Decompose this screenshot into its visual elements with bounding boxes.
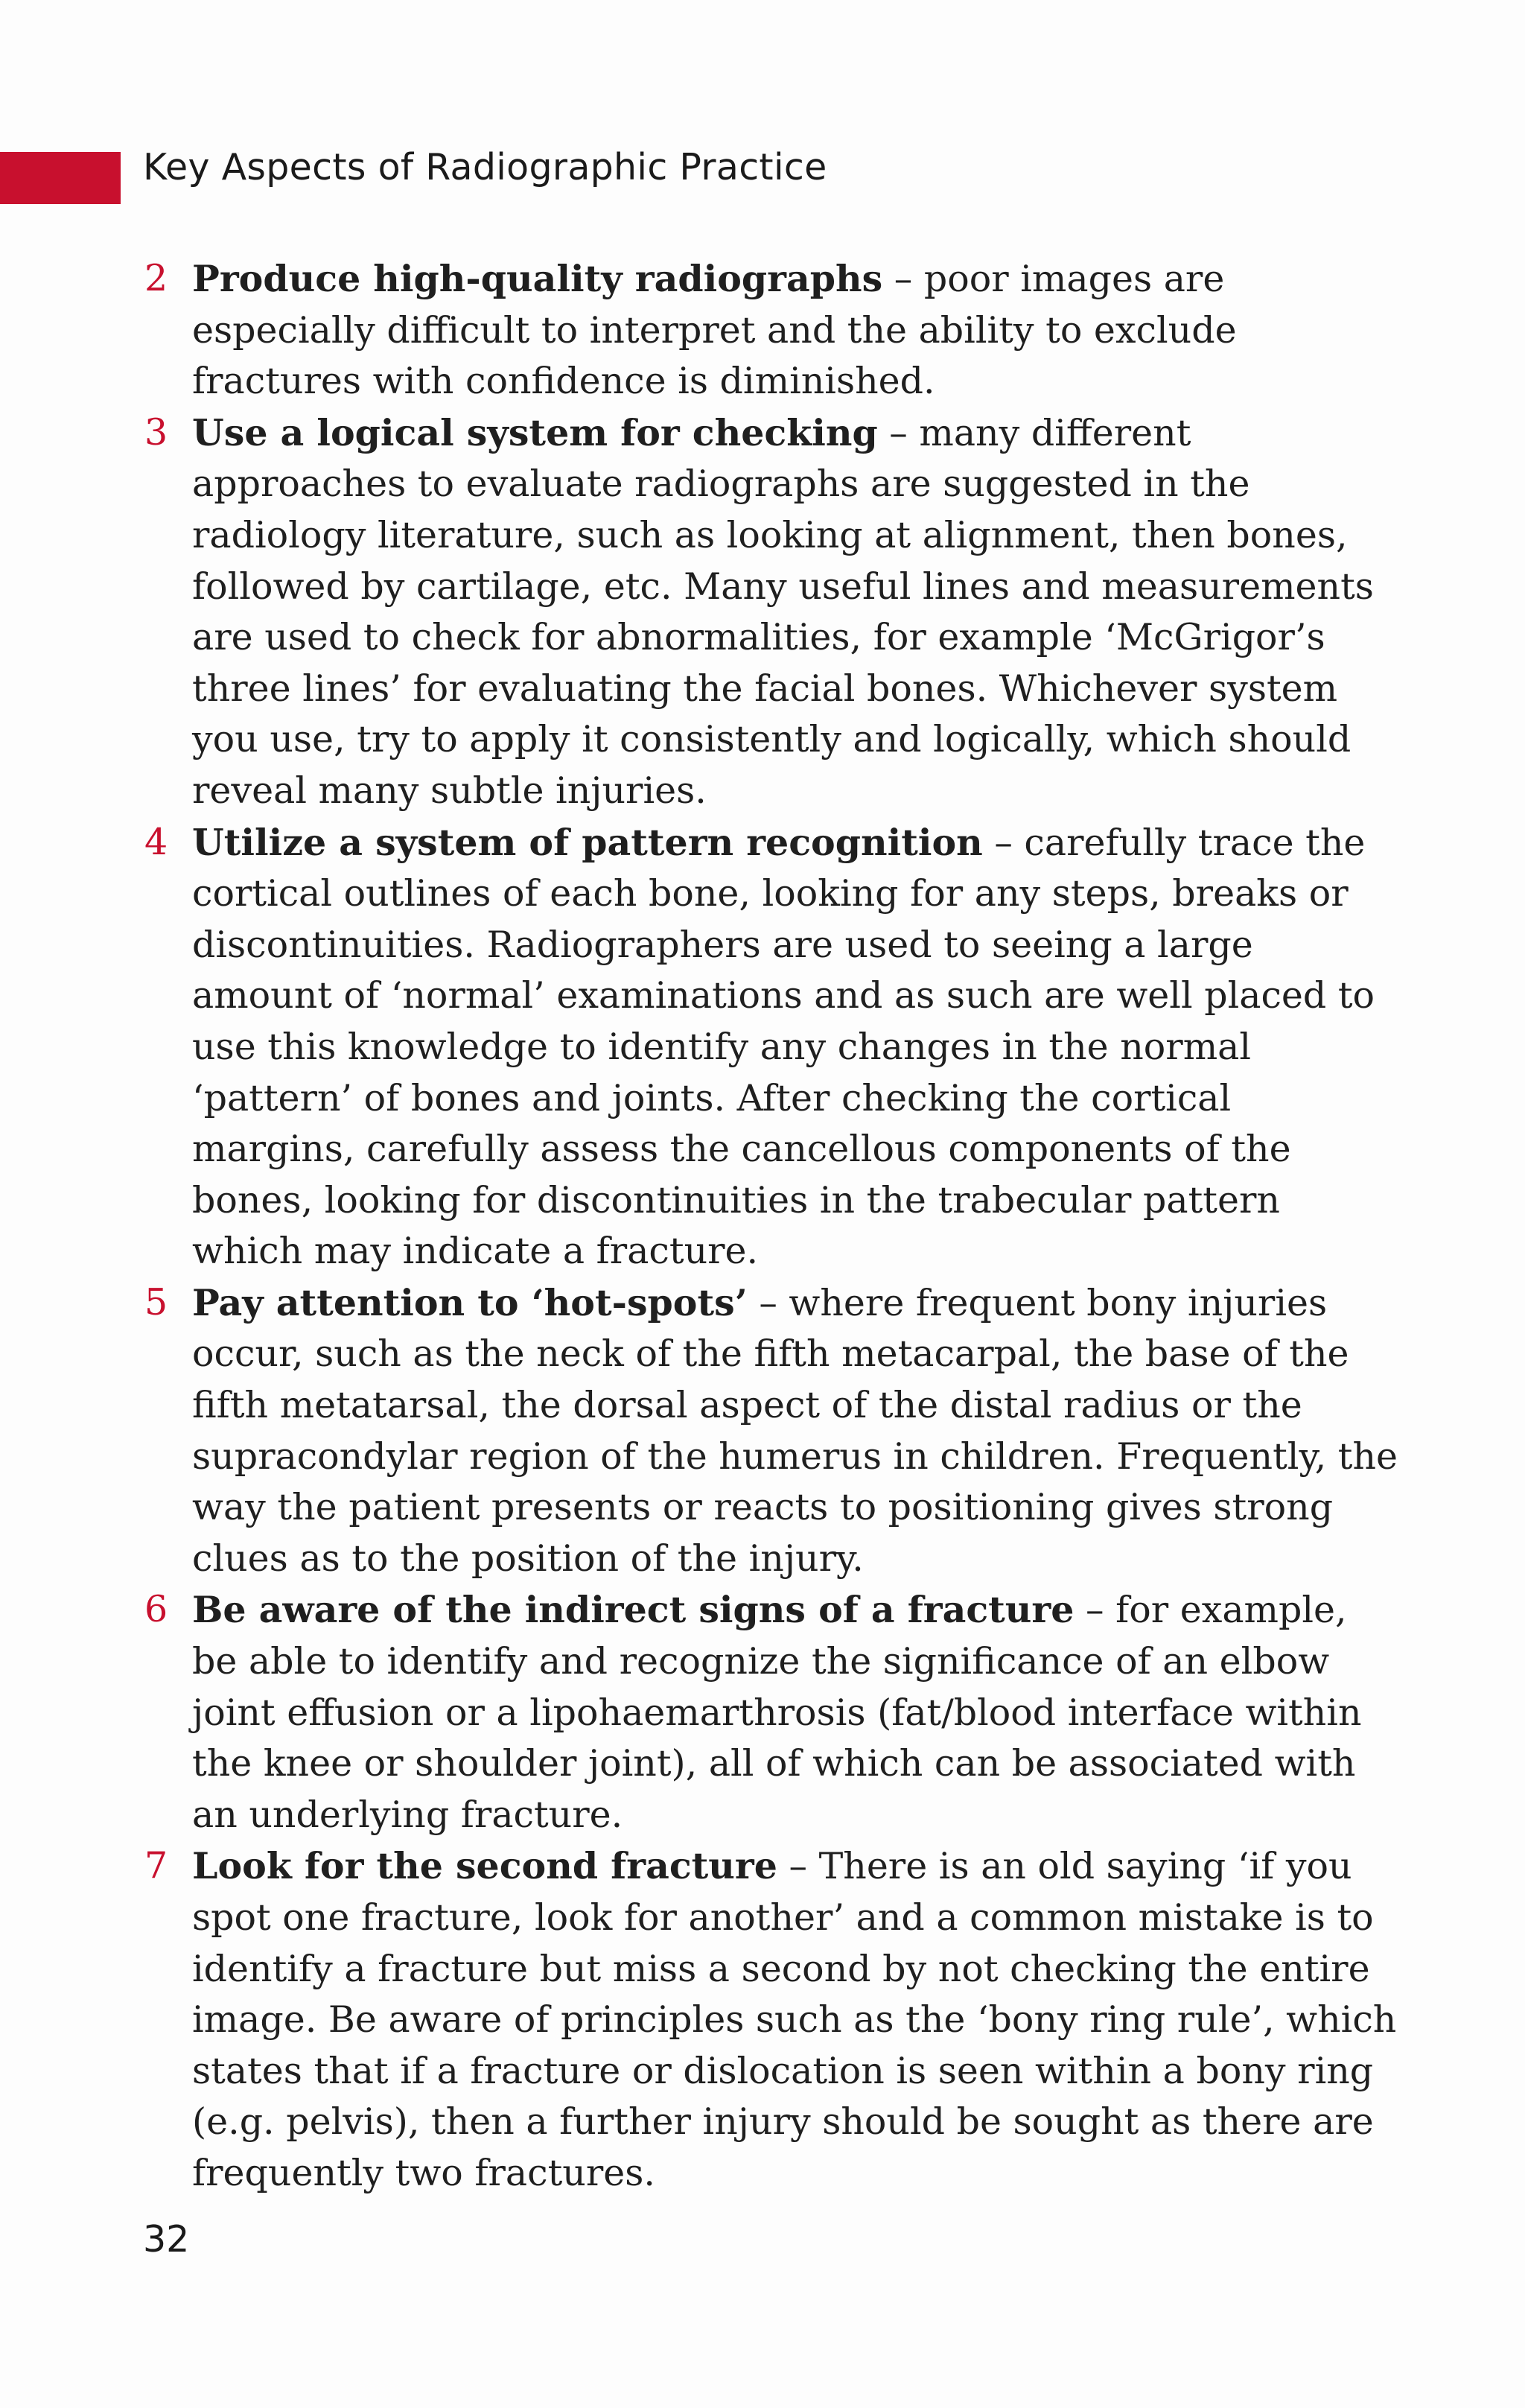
list-item-title: Use a logical system for checking	[192, 410, 878, 454]
list-item-text: – for example, be able to identify and recognize the significance of an elbow joint effusion or a lipohaemarthrosis (fat/blood interface within the knee or shoulder joint), all of which can be associated with an underlying fracture.	[192, 1589, 1362, 1836]
list-item-number: 4	[144, 820, 168, 863]
list-item	[143, 817, 1401, 1277]
list-item-number: 2	[144, 257, 168, 299]
page-number: 32	[143, 2218, 190, 2261]
list-item-text: – poor images are especially difficult to interpret and the ability to exclude fractures with confidence is diminished.	[192, 258, 1237, 403]
list-item-text: – many different approaches to evaluate radiographs are suggested in the radiology literature, such as looking at alignment, then bones, followed by cartilage, etc. Many useful lines and measurements are used to check for abnormalities, for example ‘McGrigor’s three lines’ for evaluating the facial bones. Whichever system you use, try to apply it consistently and logically, which should reveal many subtle injuries.	[192, 411, 1374, 812]
list-item-title: Pay attention to ‘hot-spots’	[192, 1280, 748, 1324]
list-item	[143, 407, 1401, 817]
running-head: Key Aspects of Radiographic Practice	[143, 146, 827, 188]
list-item-title: Look for the second fracture	[192, 1844, 777, 1888]
list-item-title: Produce high-quality radiographs	[192, 257, 883, 300]
list-item	[143, 1277, 1401, 1585]
list-item	[143, 253, 1401, 407]
list-item-title: Utilize a system of pattern recognition	[192, 820, 983, 864]
list-item-number: 6	[144, 1588, 168, 1631]
list-item-title: Be aware of the indirect signs of a fracture	[192, 1588, 1074, 1632]
list-item-number: 5	[144, 1280, 168, 1324]
list-item-number: 7	[144, 1844, 168, 1887]
list-item-text: – where frequent bony injuries occur, such as the neck of the fifth metacarpal, the base of the fifth metatarsal, the dorsal aspect of the distal radius or the supracondylar region of the humerus in children. Frequently, the way the patient presents or reacts to positioning gives strong clues as to the position of the injury.	[192, 1281, 1398, 1580]
numbered-list	[143, 253, 1401, 2199]
list-item	[143, 1840, 1401, 2199]
list-item-text: – carefully trace the cortical outlines of each bone, looking for any steps, breaks or discontinuities. Radiographers are used to seeing a large amount of ‘normal’ examinations and as such are well placed to use this knowledge to identify any changes in the normal ‘pattern’ of bones and joints. After checking the cortical margins, carefully assess the cancellous components of the bones, looking for discontinuities in the trabecular pattern which may indicate a fracture.	[192, 821, 1375, 1273]
list-item	[143, 1584, 1401, 1840]
list-item-text: – There is an old saying ‘if you spot one fracture, look for another’ and a common mistake is to identify a fracture but miss a second by not checking the entire image. Be aware of principles such as the ‘bony ring rule’, which states that if a fracture or dislocation is seen within a bony ring (e.g. pelvis), then a further injury should be sought as there are frequently two fractures.	[192, 1845, 1397, 2194]
list-item-number: 3	[144, 410, 168, 454]
chapter-accent-bar	[0, 152, 121, 204]
